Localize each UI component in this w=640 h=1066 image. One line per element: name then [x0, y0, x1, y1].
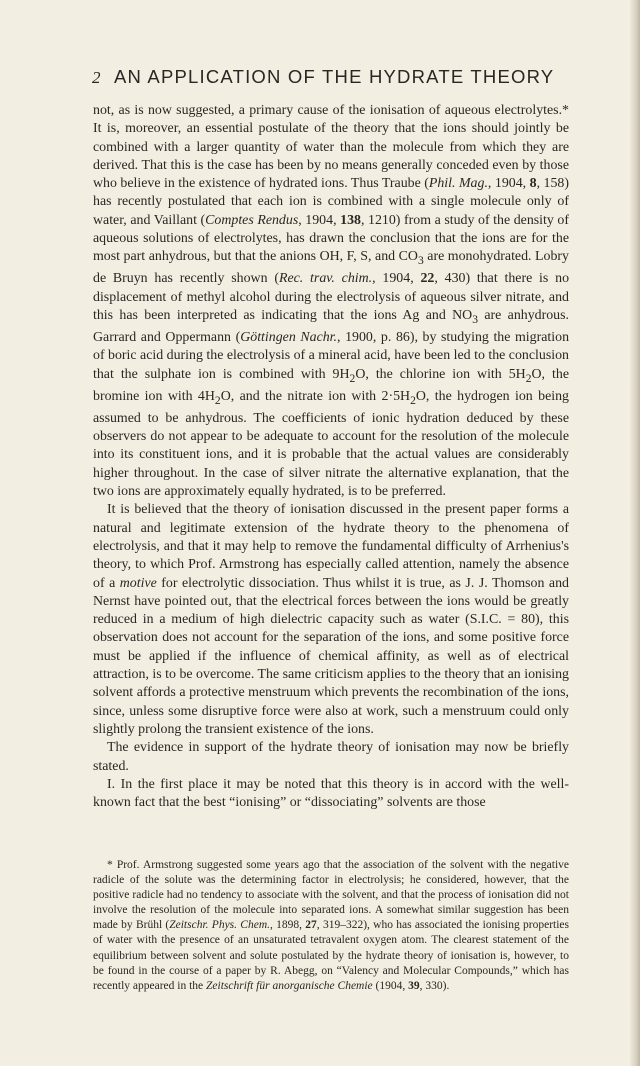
page-number: 2 — [92, 68, 101, 87]
running-title: AN APPLICATION OF THE HYDRATE THEORY — [114, 66, 555, 87]
paragraph-3: The evidence in support of the hydrate theory of ionisation may now be briefly stated. — [93, 740, 569, 774]
paragraph-4: I. In the first place it may be noted that this theory is in accord with the well-known fact that the best “ionising” or “dissociating” solvents are those — [93, 776, 569, 811]
paragraph-1: not, as is now suggested, a primary cause of the ionisation of aqueous electrolytes.* It is, moreover, an essential postulate of the theory that the ions should jointly be combined with a larger quantity of water than the molecule from which they are derived. That this is the case has been by no means generally conceded even by those who believe in the existence of hydrated ions. Thus Traube (Phil. Mag., 1904, 8, 158) has recently postulated that each ion is combined with a single molecule only of water, and Vaillant (Comptes Rendus, 1904, 138, 1210) from a study of the density of aqueous solutions of electrolytes, has drawn the conclusion that the ions are for the most part anhydrous, but that the anions OH, F, S, and $CO_3$ are monohydrated. Lobry de Bruyn has recently shown (Rec. trav. chim., 1904, 22, 430) that there is no displacement of methyl alcohol during the electrolysis of aqueous silver nitrate, and this has been interpreted as indicating that the ions Ag and $NO_3$ are anhydrous. Garrard and Oppermann (Göttingen Nachr., 1900, p. 86), by studying the migration of boric acid during the electrolysis of a mineral acid, have been led to the conclusion that the sulphate ion is combined with $9H_2O$, the chlorine ion with $5H_2O$, the bromine ion with $4H_2O$, and the nitrate ion with $2\cdot 5H_2O$, the hydrogen ion being assumed to be anhydrous. The coefficients of ionic hydration deduced by these observers do not appear to be adequate to account for the resolution of the molecule into its constituent ions, and it is probable that the actual values are considerably higher throughout. In the case of silver nitrate the alternative explanation, that the two ions are approximately equally hydrated, is to be preferred. — [93, 103, 570, 500]
footnote-text: * Prof. Armstrong suggested some years ago that the association of the solvent with the negative radicle of the solute was the determining factor in electrolysis; he considered, however, that the positive radicle had no tendency to associate with the solvent, and that the process of ionisation did not involve the resolution of the molecule into separated ions. A somewhat similar suggestion has been made by Brühl (Zeitschr. Phys. Chem., 1898, 27, 319–322), who has associated the ionising properties of water with the presence of an unsaturated tetravalent oxygen atom. The clearest statement of the equilibrium between solvent and solute postulated by the hydrate theory of ionisation is, however, to be found in the course of a paper by R. Abegg, on “Valency and Molecular Compounds,” which has recently appeared in the Zeitschrift für anorganische Chemie (1904, 39, 330). — [93, 859, 569, 992]
page-header — [78, 64, 568, 94]
footnote — [93, 858, 569, 994]
paragraph-2: It is believed that the theory of ionisation discussed in the present paper forms a natural and legitimate extension of the hydrate theory to the phenomena of electrolysis, and that it may help to remove the fundamental difficulty of Arrhenius's theory, to which Prof. Armstrong has especially called attention, namely the absence of a motive for electrolytic dissociation. Thus whilst it is true, as J. J. Thomson and Nernst have pointed out, that the electrical forces between the ions would be greatly reduced in a medium of high dielectric capacity such as water (S.I.C. = 80), this observation does not account for the separation of the ions, and some positive force must be applied if the influence of chemical affinity, as well as of electrical attraction, is to be overcome. The same criticism applies to the theory that an ionising solvent affords a protective menstruum which prevents the recombination of the ions, since, unless some disruptive force were also at work, such a menstruum could only slightly prolong the transient existence of the ions. — [93, 502, 569, 737]
body-text — [93, 102, 569, 812]
book-spine-edge — [630, 0, 640, 1066]
